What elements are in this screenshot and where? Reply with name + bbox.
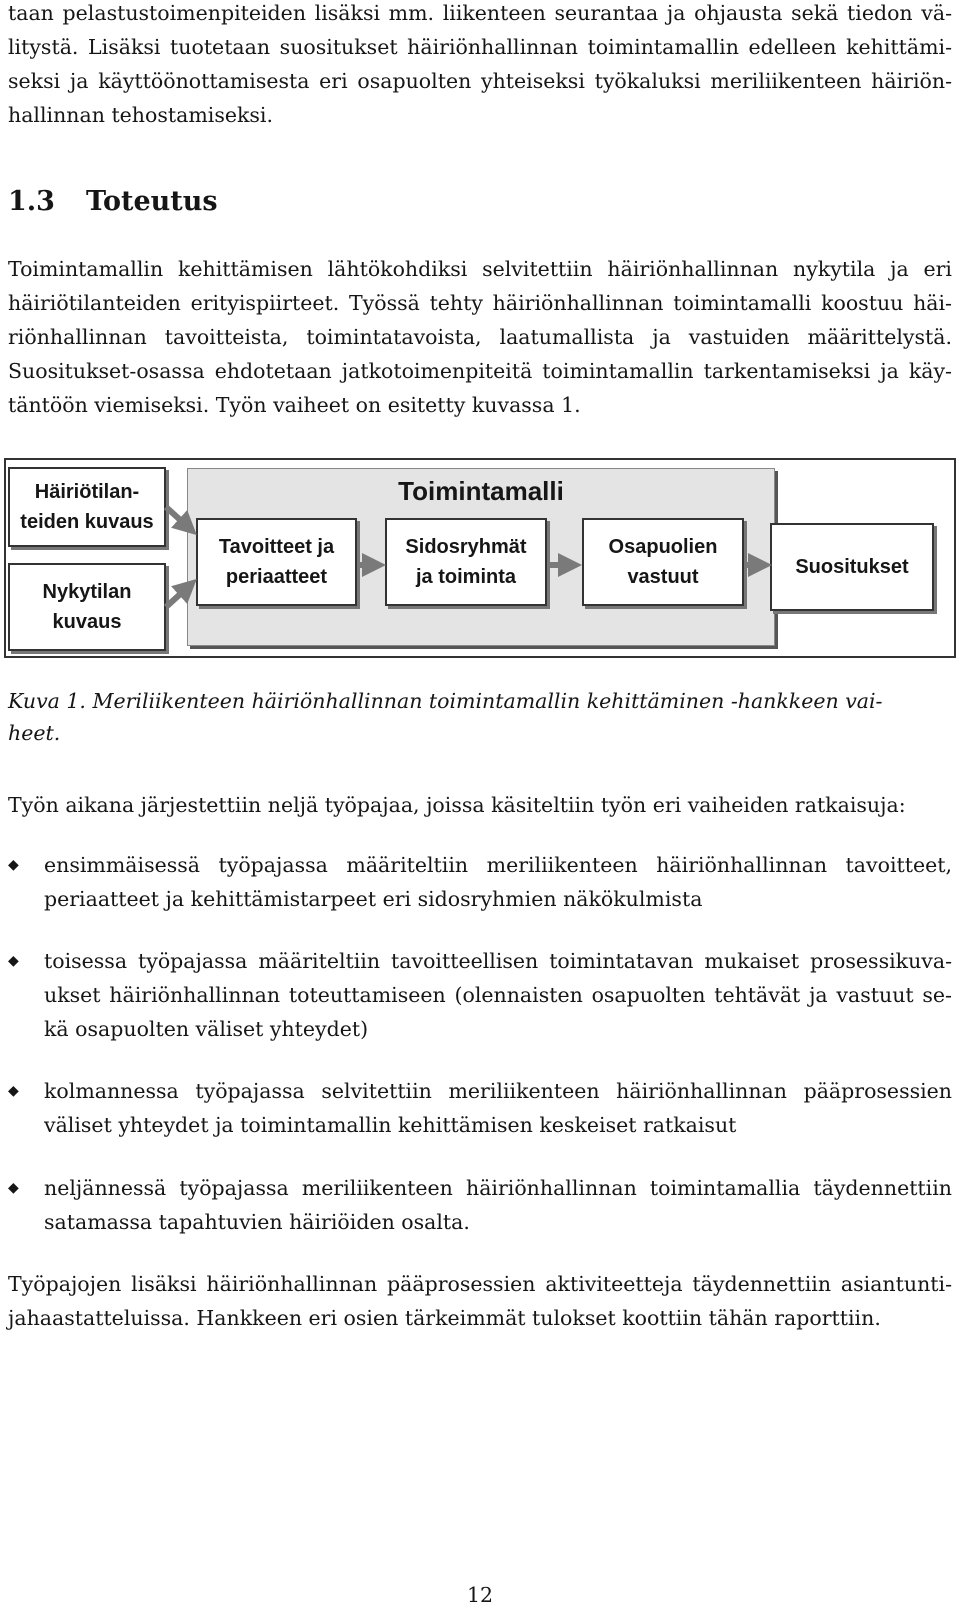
intro-line: litystä. Lisäksi tuotetaan suositukset häiriönhallinnan toimintamallin edelleen kehittämi- xyxy=(8,35,952,59)
box-text: Häiriötilan- xyxy=(34,481,140,503)
box-text: vastuut xyxy=(627,566,699,588)
list-item-line: satamassa tapahtuvien häiriöiden osalta. xyxy=(44,1210,470,1234)
list-item-line: ukset häiriönhallinnan toteuttamiseen (olennaisten osapuolten tehtävät ja vastuut se- xyxy=(44,983,952,1007)
paragraph-line: Toimintamallin kehittämisen lähtökohdiksi selvitettiin häiriönhallinnan nykytila ja eri xyxy=(8,257,952,281)
list-item-line: toisessa työpajassa määriteltiin tavoitteellisen toimintatavan mukaiset prosessikuva- xyxy=(44,949,952,973)
bullet-diamond-icon: ◆ xyxy=(8,953,19,969)
box-text: periaatteet xyxy=(225,566,328,588)
paragraph-line: Työpajojen lisäksi häiriönhallinnan pääprosessien aktiviteetteja täydennettiin asiantunti- xyxy=(8,1272,952,1296)
box-text: Nykytilan xyxy=(42,581,132,603)
list-item-line: ensimmäisessä työpajassa määriteltiin meriliikenteen häiriönhallinnan tavoitteet, xyxy=(44,853,952,877)
bullet-diamond-icon: ◆ xyxy=(8,857,19,873)
paragraph-line: Suositukset-osassa ehdotetaan jatkotoimenpiteitä toimintamallin tarkentamiseksi ja käy- xyxy=(8,359,952,383)
bullet-diamond-icon: ◆ xyxy=(8,1180,19,1196)
section-number: 1.3 xyxy=(8,186,55,217)
box-text: Sidosryhmät xyxy=(405,536,527,558)
section-title: Toteutus xyxy=(86,186,218,217)
box-text: Tavoitteet ja xyxy=(218,536,335,558)
list-item-line: neljännessä työpajassa meriliikenteen häiriönhallinnan toimintamallia täydennettiin xyxy=(44,1176,952,1200)
paragraph-line: täntöön viemiseksi. Työn vaiheet on esitetty kuvassa 1. xyxy=(8,393,581,417)
box-text: ja toiminta xyxy=(415,566,516,588)
section-heading xyxy=(8,184,218,220)
box-text: teiden kuvaus xyxy=(20,511,154,533)
box-text: Osapuolien xyxy=(608,536,718,558)
figure-arrows xyxy=(0,455,960,685)
box-text: Suositukset xyxy=(795,556,909,578)
box-text: kuvaus xyxy=(52,611,122,633)
arrow-hairio-to-tavoitteet xyxy=(166,507,188,527)
list-item-line: periaatteet ja kehittämistarpeet eri sidosryhmien näkökulmista xyxy=(44,887,703,911)
paragraph-line: häiriötilanteiden erityispiirteet. Työssä tehty häiriönhallinnan toimintamalli koostuu häi- xyxy=(8,291,952,315)
page-number: 12 xyxy=(466,1583,494,1607)
list-item-line: kä osapuolten väliset yhteydet) xyxy=(44,1017,369,1041)
intro-line: taan pelastustoimenpiteiden lisäksi mm. liikenteen seurantaa ja ohjausta sekä tiedon vä- xyxy=(8,1,952,25)
caption-line: heet. xyxy=(8,721,61,745)
paragraph-line: riönhallinnan tavoitteista, toimintatavoista, laatumallista ja vastuiden määrittelystä. xyxy=(8,325,952,349)
figure-1-diagram xyxy=(0,455,960,685)
intro-line: seksi ja käyttöönottamisesta eri osapuolten yhteiseksi työkaluksi meriliikenteen häiriön- xyxy=(8,69,952,93)
toimintamalli-title: Toimintamalli xyxy=(398,476,564,506)
caption-line: Kuva 1. Meriliikenteen häiriönhallinnan toimintamallin kehittäminen -hankkeen vai- xyxy=(8,689,883,713)
arrow-nykytila-to-tavoitteet xyxy=(166,587,188,607)
list-item-line: väliset yhteydet ja toimintamallin kehittämisen keskeiset ratkaisut xyxy=(44,1113,737,1137)
bullet-diamond-icon: ◆ xyxy=(8,1083,19,1099)
list-item-line: kolmannessa työpajassa selvitettiin meriliikenteen häiriönhallinnan pääprosessien xyxy=(44,1079,952,1103)
intro-line: hallinnan tehostamiseksi. xyxy=(8,103,273,127)
paragraph-tyopajat-intro: Työn aikana järjestettiin neljä työpajaa, joissa käsiteltiin työn eri vaiheiden ratkaisuja: xyxy=(8,793,906,817)
paragraph-line: jahaastatteluissa. Hankkeen eri osien tärkeimmät tulokset koottiin tähän raporttiin. xyxy=(8,1306,881,1330)
